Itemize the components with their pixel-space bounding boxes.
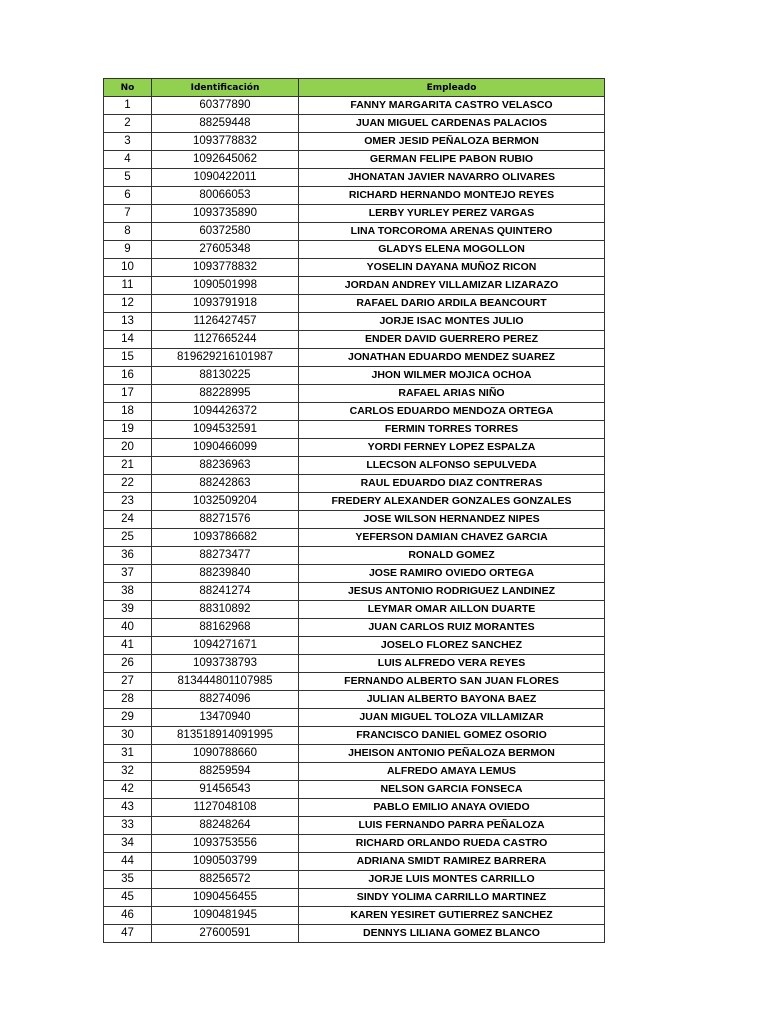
cell-identificacion: 1127048108 xyxy=(152,799,299,817)
cell-no: 39 xyxy=(104,601,152,619)
cell-empleado: DENNYS LILIANA GOMEZ BLANCO xyxy=(299,925,605,943)
table-row xyxy=(104,673,605,691)
cell-identificacion: 88274096 xyxy=(152,691,299,709)
cell-no: 47 xyxy=(104,925,152,943)
cell-identificacion: 88256572 xyxy=(152,871,299,889)
cell-identificacion: 1094426372 xyxy=(152,403,299,421)
table-row xyxy=(104,691,605,709)
cell-no: 9 xyxy=(104,241,152,259)
table-row xyxy=(104,745,605,763)
cell-no: 6 xyxy=(104,187,152,205)
cell-identificacion: 88236963 xyxy=(152,457,299,475)
cell-empleado: LUIS ALFREDO VERA REYES xyxy=(299,655,605,673)
table-row xyxy=(104,799,605,817)
cell-identificacion: 1093786682 xyxy=(152,529,299,547)
table-row xyxy=(104,133,605,151)
cell-no: 12 xyxy=(104,295,152,313)
cell-no: 8 xyxy=(104,223,152,241)
table-row xyxy=(104,853,605,871)
table-row xyxy=(104,763,605,781)
cell-identificacion: 1093791918 xyxy=(152,295,299,313)
table-row xyxy=(104,457,605,475)
table-row xyxy=(104,907,605,925)
header-no: No xyxy=(104,79,152,97)
table-row xyxy=(104,565,605,583)
cell-empleado: JHON WILMER MOJICA OCHOA xyxy=(299,367,605,385)
cell-identificacion: 88310892 xyxy=(152,601,299,619)
cell-identificacion: 1090503799 xyxy=(152,853,299,871)
cell-no: 30 xyxy=(104,727,152,745)
cell-no: 2 xyxy=(104,115,152,133)
table-row xyxy=(104,97,605,115)
cell-identificacion: 1093735890 xyxy=(152,205,299,223)
table-row xyxy=(104,205,605,223)
cell-no: 4 xyxy=(104,151,152,169)
cell-empleado: JUAN MIGUEL CARDENAS PALACIOS xyxy=(299,115,605,133)
table-row xyxy=(104,475,605,493)
table-row xyxy=(104,295,605,313)
table-row xyxy=(104,889,605,907)
table-row xyxy=(104,619,605,637)
cell-no: 40 xyxy=(104,619,152,637)
cell-empleado: FREDERY ALEXANDER GONZALES GONZALES xyxy=(299,493,605,511)
table-row xyxy=(104,151,605,169)
cell-identificacion: 88239840 xyxy=(152,565,299,583)
table-body xyxy=(104,97,605,943)
cell-identificacion: 1094532591 xyxy=(152,421,299,439)
table-row xyxy=(104,871,605,889)
cell-identificacion: 813518914091995 xyxy=(152,727,299,745)
cell-empleado: JONATHAN EDUARDO MENDEZ SUAREZ xyxy=(299,349,605,367)
cell-empleado: ALFREDO AMAYA LEMUS xyxy=(299,763,605,781)
table-row xyxy=(104,187,605,205)
cell-empleado: LUIS FERNANDO PARRA PEÑALOZA xyxy=(299,817,605,835)
cell-empleado: JORJE LUIS MONTES CARRILLO xyxy=(299,871,605,889)
cell-identificacion: 88228995 xyxy=(152,385,299,403)
cell-no: 24 xyxy=(104,511,152,529)
cell-empleado: FRANCISCO DANIEL GOMEZ OSORIO xyxy=(299,727,605,745)
cell-empleado: KAREN YESIRET GUTIERREZ SANCHEZ xyxy=(299,907,605,925)
cell-empleado: JOSE WILSON HERNANDEZ NIPES xyxy=(299,511,605,529)
table-row xyxy=(104,655,605,673)
cell-no: 45 xyxy=(104,889,152,907)
cell-empleado: JUAN CARLOS RUIZ MORANTES xyxy=(299,619,605,637)
header-empleado: Empleado xyxy=(299,79,605,97)
cell-empleado: JOSE RAMIRO OVIEDO ORTEGA xyxy=(299,565,605,583)
cell-no: 41 xyxy=(104,637,152,655)
cell-empleado: FANNY MARGARITA CASTRO VELASCO xyxy=(299,97,605,115)
cell-no: 10 xyxy=(104,259,152,277)
cell-empleado: LEYMAR OMAR AILLON DUARTE xyxy=(299,601,605,619)
cell-no: 43 xyxy=(104,799,152,817)
cell-identificacion: 813444801107985 xyxy=(152,673,299,691)
cell-no: 37 xyxy=(104,565,152,583)
cell-empleado: NELSON GARCIA FONSECA xyxy=(299,781,605,799)
cell-empleado: OMER JESID PEÑALOZA BERMON xyxy=(299,133,605,151)
cell-empleado: JESUS ANTONIO RODRIGUEZ LANDINEZ xyxy=(299,583,605,601)
cell-identificacion: 88259448 xyxy=(152,115,299,133)
cell-identificacion: 27605348 xyxy=(152,241,299,259)
cell-identificacion: 1093778832 xyxy=(152,259,299,277)
cell-empleado: YEFERSON DAMIAN CHAVEZ GARCIA xyxy=(299,529,605,547)
cell-empleado: SINDY YOLIMA CARRILLO MARTINEZ xyxy=(299,889,605,907)
cell-empleado: JULIAN ALBERTO BAYONA BAEZ xyxy=(299,691,605,709)
cell-empleado: YOSELIN DAYANA MUÑOZ RICON xyxy=(299,259,605,277)
cell-empleado: JOSELO FLOREZ SANCHEZ xyxy=(299,637,605,655)
table-row xyxy=(104,547,605,565)
cell-identificacion: 1090481945 xyxy=(152,907,299,925)
table-row xyxy=(104,439,605,457)
cell-no: 33 xyxy=(104,817,152,835)
header-row xyxy=(104,79,605,97)
table-row xyxy=(104,277,605,295)
table-row xyxy=(104,313,605,331)
cell-empleado: LLECSON ALFONSO SEPULVEDA xyxy=(299,457,605,475)
cell-empleado: FERNANDO ALBERTO SAN JUAN FLORES xyxy=(299,673,605,691)
cell-no: 22 xyxy=(104,475,152,493)
table-row xyxy=(104,331,605,349)
cell-no: 29 xyxy=(104,709,152,727)
table-row xyxy=(104,511,605,529)
cell-empleado: RICHARD HERNANDO MONTEJO REYES xyxy=(299,187,605,205)
cell-identificacion: 1093753556 xyxy=(152,835,299,853)
cell-no: 13 xyxy=(104,313,152,331)
cell-empleado: RONALD GOMEZ xyxy=(299,547,605,565)
cell-identificacion: 1032509204 xyxy=(152,493,299,511)
cell-no: 14 xyxy=(104,331,152,349)
cell-no: 17 xyxy=(104,385,152,403)
header-identificacion: Identificación xyxy=(152,79,299,97)
cell-identificacion: 60377890 xyxy=(152,97,299,115)
cell-identificacion: 80066053 xyxy=(152,187,299,205)
cell-identificacion: 1090788660 xyxy=(152,745,299,763)
cell-identificacion: 1090456455 xyxy=(152,889,299,907)
cell-no: 20 xyxy=(104,439,152,457)
cell-identificacion: 88259594 xyxy=(152,763,299,781)
cell-identificacion: 27600591 xyxy=(152,925,299,943)
cell-no: 42 xyxy=(104,781,152,799)
cell-no: 25 xyxy=(104,529,152,547)
table-row xyxy=(104,493,605,511)
cell-identificacion: 1094271671 xyxy=(152,637,299,655)
table-row xyxy=(104,583,605,601)
cell-empleado: LINA TORCOROMA ARENAS QUINTERO xyxy=(299,223,605,241)
cell-no: 44 xyxy=(104,853,152,871)
cell-empleado: RAFAEL ARIAS NIÑO xyxy=(299,385,605,403)
cell-no: 34 xyxy=(104,835,152,853)
cell-identificacion: 1092645062 xyxy=(152,151,299,169)
cell-identificacion: 1090466099 xyxy=(152,439,299,457)
cell-empleado: RAUL EDUARDO DIAZ CONTRERAS xyxy=(299,475,605,493)
cell-identificacion: 88241274 xyxy=(152,583,299,601)
cell-empleado: JUAN MIGUEL TOLOZA VILLAMIZAR xyxy=(299,709,605,727)
table-row xyxy=(104,403,605,421)
table-row xyxy=(104,727,605,745)
cell-empleado: FERMIN TORRES TORRES xyxy=(299,421,605,439)
cell-identificacion: 1093778832 xyxy=(152,133,299,151)
cell-no: 18 xyxy=(104,403,152,421)
cell-empleado: PABLO EMILIO ANAYA OVIEDO xyxy=(299,799,605,817)
cell-identificacion: 1126427457 xyxy=(152,313,299,331)
cell-identificacion: 88248264 xyxy=(152,817,299,835)
table-row xyxy=(104,367,605,385)
cell-no: 46 xyxy=(104,907,152,925)
cell-identificacion: 1093738793 xyxy=(152,655,299,673)
cell-no: 23 xyxy=(104,493,152,511)
cell-no: 38 xyxy=(104,583,152,601)
table-row xyxy=(104,241,605,259)
cell-empleado: YORDI FERNEY LOPEZ ESPALZA xyxy=(299,439,605,457)
table-row xyxy=(104,817,605,835)
cell-identificacion: 88273477 xyxy=(152,547,299,565)
table-row xyxy=(104,223,605,241)
table-row xyxy=(104,601,605,619)
cell-empleado: ENDER DAVID GUERRERO PEREZ xyxy=(299,331,605,349)
cell-identificacion: 88162968 xyxy=(152,619,299,637)
table-row xyxy=(104,259,605,277)
employee-table xyxy=(103,78,605,943)
table-row xyxy=(104,115,605,133)
table-row xyxy=(104,421,605,439)
cell-identificacion: 1090501998 xyxy=(152,277,299,295)
cell-identificacion: 1090422011 xyxy=(152,169,299,187)
cell-identificacion: 91456543 xyxy=(152,781,299,799)
cell-empleado: GLADYS ELENA MOGOLLON xyxy=(299,241,605,259)
cell-empleado: JORJE ISAC MONTES JULIO xyxy=(299,313,605,331)
table-row xyxy=(104,349,605,367)
cell-no: 11 xyxy=(104,277,152,295)
cell-identificacion: 1127665244 xyxy=(152,331,299,349)
cell-no: 21 xyxy=(104,457,152,475)
cell-empleado: ADRIANA SMIDT RAMIREZ BARRERA xyxy=(299,853,605,871)
cell-no: 16 xyxy=(104,367,152,385)
table-row xyxy=(104,637,605,655)
cell-empleado: RICHARD ORLANDO RUEDA CASTRO xyxy=(299,835,605,853)
cell-no: 19 xyxy=(104,421,152,439)
cell-no: 36 xyxy=(104,547,152,565)
cell-identificacion: 88242863 xyxy=(152,475,299,493)
table-row xyxy=(104,169,605,187)
cell-empleado: JHEISON ANTONIO PEÑALOZA BERMON xyxy=(299,745,605,763)
table-header xyxy=(104,79,605,97)
cell-no: 3 xyxy=(104,133,152,151)
cell-identificacion: 819629216101987 xyxy=(152,349,299,367)
cell-empleado: LERBY YURLEY PEREZ VARGAS xyxy=(299,205,605,223)
table-row xyxy=(104,835,605,853)
cell-empleado: GERMAN FELIPE PABON RUBIO xyxy=(299,151,605,169)
cell-identificacion: 88271576 xyxy=(152,511,299,529)
cell-no: 35 xyxy=(104,871,152,889)
cell-no: 28 xyxy=(104,691,152,709)
cell-identificacion: 60372580 xyxy=(152,223,299,241)
cell-no: 31 xyxy=(104,745,152,763)
cell-no: 27 xyxy=(104,673,152,691)
table-row xyxy=(104,385,605,403)
cell-no: 7 xyxy=(104,205,152,223)
table-row xyxy=(104,529,605,547)
table-row xyxy=(104,925,605,943)
table-row xyxy=(104,781,605,799)
cell-no: 1 xyxy=(104,97,152,115)
cell-no: 32 xyxy=(104,763,152,781)
cell-empleado: JORDAN ANDREY VILLAMIZAR LIZARAZO xyxy=(299,277,605,295)
table-row xyxy=(104,709,605,727)
cell-identificacion: 88130225 xyxy=(152,367,299,385)
cell-no: 26 xyxy=(104,655,152,673)
cell-no: 15 xyxy=(104,349,152,367)
cell-identificacion: 13470940 xyxy=(152,709,299,727)
cell-empleado: RAFAEL DARIO ARDILA BEANCOURT xyxy=(299,295,605,313)
cell-no: 5 xyxy=(104,169,152,187)
cell-empleado: JHONATAN JAVIER NAVARRO OLIVARES xyxy=(299,169,605,187)
cell-empleado: CARLOS EDUARDO MENDOZA ORTEGA xyxy=(299,403,605,421)
